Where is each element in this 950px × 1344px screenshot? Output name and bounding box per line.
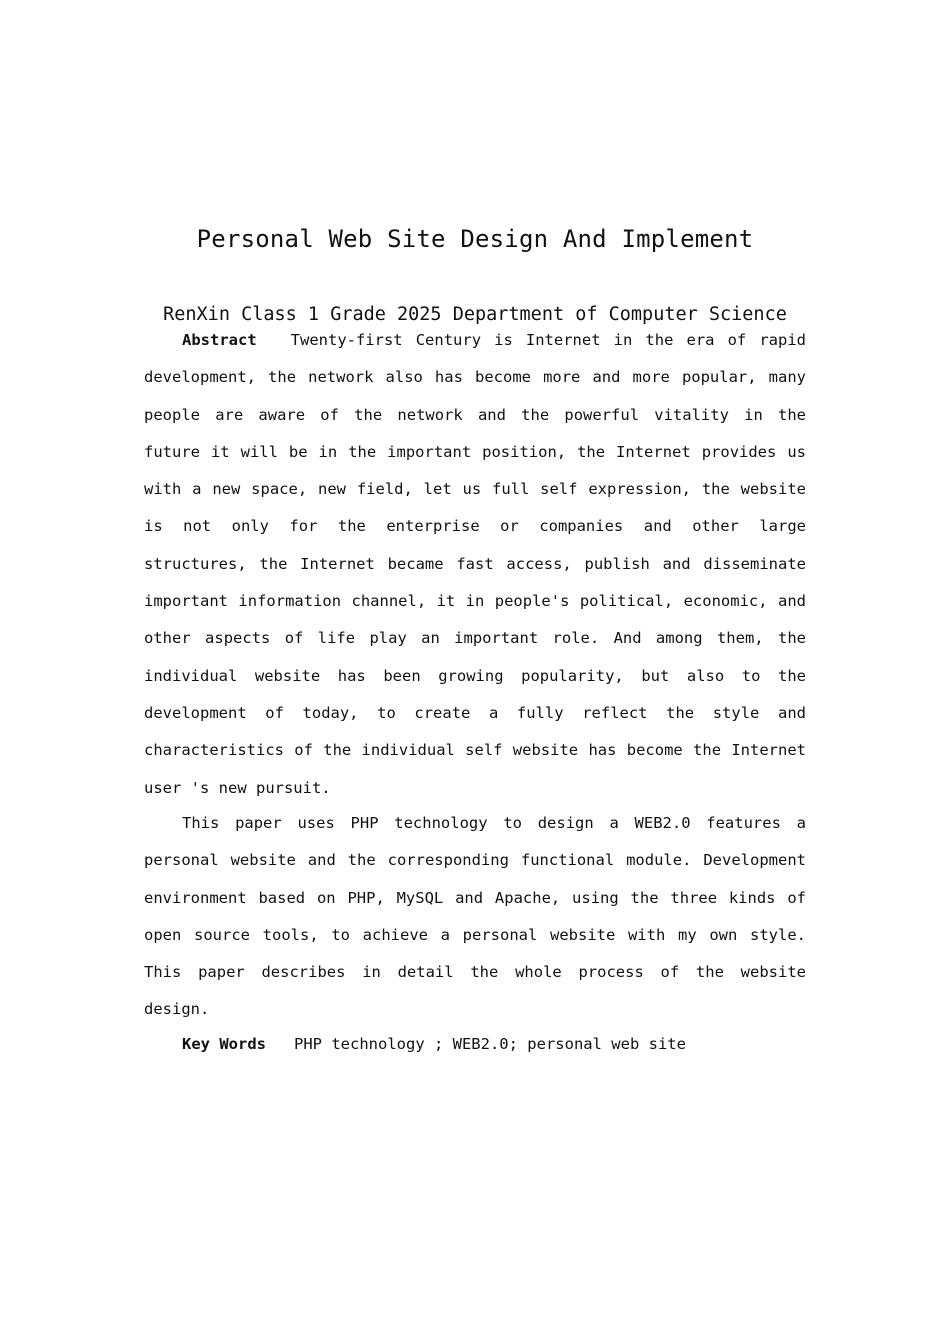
paper-title: Personal Web Site Design And Implement	[196, 225, 754, 253]
body-section	[144, 805, 806, 1029]
keywords-label: Key Words	[182, 1035, 266, 1053]
body-paragraph: This paper uses PHP technology to design a WEB2.0 features a personal website and the corresponding functional module. Development environment based on PHP, MySQL and Apache, using the three kinds of open source tools, to achieve a personal website with my own style. This paper describes in detail the whole process of the website design.	[144, 814, 806, 1019]
keywords-paragraph	[144, 1026, 806, 1063]
author-line: RenXin Class 1 Grade 2025 Department of Computer Science	[163, 304, 787, 325]
abstract-section	[144, 322, 806, 807]
abstract-label: Abstract	[182, 331, 257, 349]
abstract-paragraph	[144, 322, 806, 807]
keywords-text: PHP technology ; WEB2.0; personal web site	[294, 1035, 686, 1053]
keywords-section	[144, 1026, 806, 1063]
abstract-text: Twenty-first Century is Internet in the era of rapid development, the network also has become more and more popular, many people are aware of the network and the powerful vitality in the future it will be in the important position, the Internet provides us with a new space, new field, let us full self expression, the website is not only for the enterprise or companies and other large structures, the Internet became fast access, publish and disseminate important information channel, it in people's political, economic, and other aspects of life play an important role. And among them, the individual website has been growing popularity, but also to the development of today, to create a fully reflect the style and characteristics of the individual self website has become the Internet user 's new pursuit.	[144, 331, 806, 797]
